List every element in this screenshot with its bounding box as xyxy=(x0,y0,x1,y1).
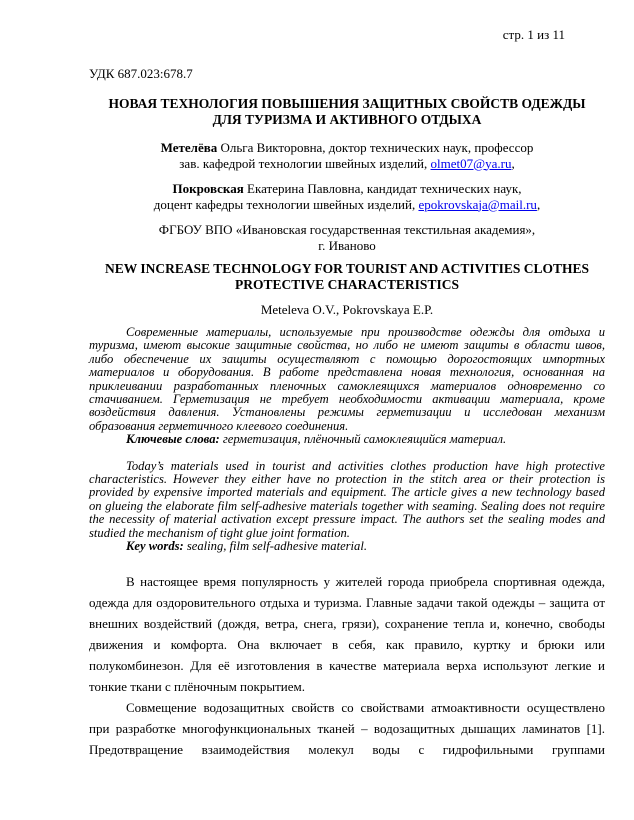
abstract-en xyxy=(89,460,605,554)
affiliation-city: г. Иваново xyxy=(318,237,376,253)
article-title-en xyxy=(89,261,605,293)
author-position-line xyxy=(89,156,605,172)
author-position: доцент кафедры технологии швейных изделий, xyxy=(153,196,419,212)
author-block-meteleva xyxy=(89,140,605,171)
keywords-en-text: sealing, film self-adhesive material. xyxy=(183,539,367,554)
keywords-ru-label: Ключевые слова: xyxy=(126,432,220,447)
article-title-en-line2: PROTECTIVE CHARACTERISTICS xyxy=(235,277,459,292)
author-block-pokrovskaya xyxy=(89,181,605,212)
body-paragraph-2: Совмещение водозащитных свойств со свойствами атмоактивности осуществлено при разработке многофункциональных тканей – водозащитных дышащих ламинатов [1]. Предотвращение взаимодействия молекул воды с гидрофильными группами xyxy=(89,699,605,757)
body-paragraph-1: В настоящее время популярность у жителей города приобрела спортивная одежда, одежда для оздоровительного отдыха и туризма. Главные задачи такой одежды – защита от внешних воздействий (дождя, ветра, снега, грязи), сохранение тепла и, конечно, свободы движения и комфорта. Она включает в себя, как правило, куртку и брюки или полукомбинезон. Для её изготовления в качестве материала верха используют легкие и тонкие ткани с плёночным покрытием. xyxy=(89,573,605,694)
keywords-ru-text: герметизация, плёночный самоклеящийся материал. xyxy=(219,432,507,447)
author-surname: Метелёва xyxy=(160,140,218,155)
keywords-en-label: Key words: xyxy=(126,539,184,554)
email-link[interactable]: olmet07@ya.ru xyxy=(430,155,512,171)
udc-code: УДК 687.023:678.7 xyxy=(89,66,193,81)
article-title-ru-line2: ДЛЯ ТУРИЗМА И АКТИВНОГО ОТДЫХА xyxy=(212,112,482,127)
article-title-en-line1: NEW INCREASE TECHNOLOGY FOR TOURIST AND ACTIVITIES CLOTHES xyxy=(104,261,590,276)
abstract-ru-text: Современные материалы, используемые при производстве одежды для отдыха и туризма, имеют высокие защитные свойства, но либо не имеют защиты в области швов, либо обеспечение их защиты осуществляют с помощью дорогостоящих импортных материалов и оборудования. В работе представлена новая технология, основанная на приклеивании разработанных пленочных самоклеящихся материалов одновременно со стачиванием. Герметизация не требует необходимости активации материала, кроме воздействия давления. Установлены режимы герметизации и исследован механизм образования герметичного клеевого соединения. xyxy=(89,325,605,433)
after-email-punctuation: , xyxy=(511,155,515,171)
affiliation-organization: ФГБОУ ВПО «Ивановская государственная текстильная академия», xyxy=(158,222,536,237)
page-content xyxy=(89,66,605,760)
author-surname: Покровская xyxy=(172,181,244,196)
keywords-en xyxy=(89,540,605,553)
keywords-ru xyxy=(89,433,605,446)
affiliation xyxy=(89,222,605,253)
author-position: зав. кафедрой технологии швейных изделий, xyxy=(179,155,431,171)
email-link[interactable]: epokrovskaja@mail.ru xyxy=(418,196,537,212)
page-number-indicator: стр. 1 из 11 xyxy=(502,27,565,42)
article-title-ru xyxy=(89,96,605,128)
authors-en: Meteleva O.V., Pokrovskaya E.P. xyxy=(260,302,434,317)
author-name-line xyxy=(89,140,605,156)
after-email-punctuation: , xyxy=(536,196,541,212)
article-body xyxy=(89,571,605,760)
author-position-line xyxy=(89,197,605,213)
article-title-ru-line1: НОВАЯ ТЕХНОЛОГИЯ ПОВЫШЕНИЯ ЗАЩИТНЫХ СВОЙСТВ ОДЕЖДЫ xyxy=(108,96,586,111)
author-degrees: Екатерина Павловна, кандидат технических наук, xyxy=(243,181,522,196)
author-degrees: Ольга Викторовна, доктор технических наук, профессор xyxy=(217,140,534,155)
author-name-line xyxy=(89,181,605,197)
abstract-ru xyxy=(89,326,605,447)
abstract-en-text: Today’s materials used in tourist and activities clothes production have high protective characteristics. However they either have no protection in the stitch area or their protection is provided by expensive imported materials and equipment. The article gives a new technology based on glueing the elaborate film self-adhesive materials together with seaming. Sealing does not require the necessity of material activation except pressure impact. The authors set the sealing modes and studied the mechanism of tight glue joint formation. xyxy=(89,458,605,540)
